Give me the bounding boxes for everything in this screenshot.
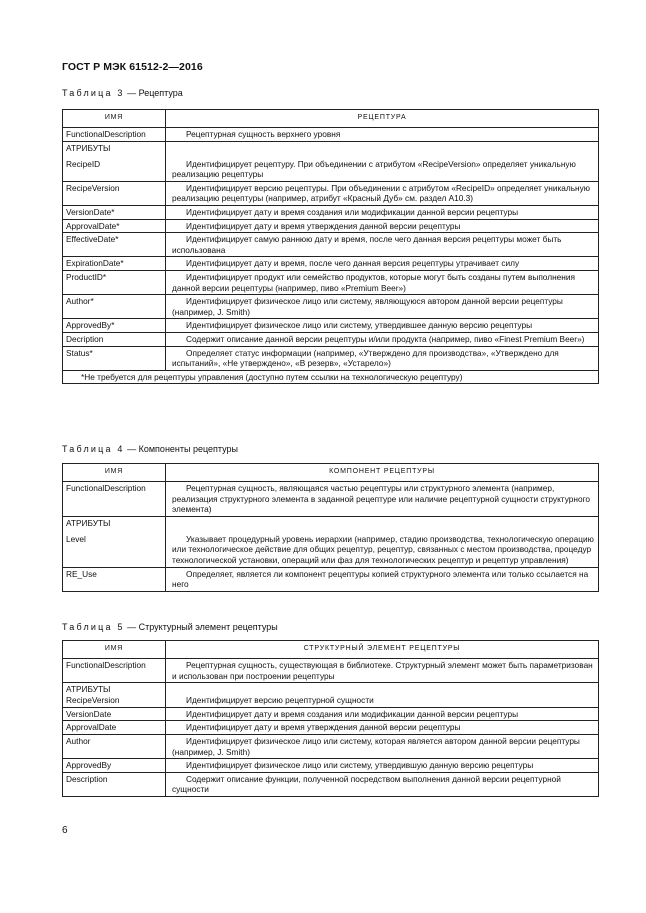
attributes-heading: АТРИБУТЫ [66,517,111,528]
row-name: VersionDate* [63,205,166,219]
table-row [63,683,599,708]
row-name: Decription [63,332,166,346]
table-row [63,270,599,294]
row-name: FunctionalDescription [63,482,166,517]
table-row [63,721,599,735]
table-row [63,659,599,683]
table-row [63,772,599,796]
table-5 [62,640,599,797]
row-desc: Идентифицирует версию рецептуры. При объединении с атрибутом «RecipeID» определяет уникальную реализацию рецептуры (например, атрибут «Красный Дуб» см. раздел А10.3) [166,181,599,205]
document-title: ГОСТ Р МЭК 61512-2—2016 [62,61,203,73]
page-number: 6 [62,825,68,836]
table-4-title: — Компоненты рецептуры [127,444,239,454]
row-name: ProductID* [63,270,166,294]
row-desc: Идентифицирует физическое лицо или систему, являющуюся автором данной версии рецептуры (например, J. Smith) [166,295,599,319]
row-desc: Рецептурная сущность, существующая в библиотеке. Структурный элемент может быть параметризован и использован при построении рецептуры [166,659,599,683]
table-3 [62,109,599,384]
row-desc: Идентифицирует дату и время создания или модификации данной версии рецептуры [166,205,599,219]
row-desc: Идентифицирует физическое лицо или систему, которая является автором данной версии рецептуры (например, J. Smith) [166,734,599,758]
row-name: RE_Use [63,567,166,591]
table-row [63,295,599,319]
table-4-caption [62,444,238,454]
row-name: ApprovedBy* [63,319,166,333]
table-row [63,759,599,773]
row-desc: Идентифицирует дату и время утверждения данной версии рецептуры [166,219,599,233]
row-desc: Идентифицирует продукт или семейство продуктов, которые могут быть созданы путем выполнения данной версии рецептуры (например, пиво «Premium Beer») [166,270,599,294]
attributes-heading: АТРИБУТЫ [66,684,111,695]
table-row [63,219,599,233]
table-row [63,346,599,370]
row-name: ApprovalDate* [63,219,166,233]
row-desc: Содержит описание функции, полученной посредством выполнения данной версии рецептурной сущности [166,772,599,796]
table-3-footnote: *Не требуется для рецептуры управления (доступно путем ссылки на технологическую рецептуру) [63,370,599,384]
table-4-header-component: КОМПОНЕНТ РЕЦЕПТУРЫ [166,464,599,482]
table-row [63,257,599,271]
table-row [63,128,599,142]
row-name: ApprovalDate [63,721,166,735]
table-row [63,205,599,219]
row-desc: Идентифицирует дату и время создания или модификации данной версии рецептуры [166,707,599,721]
table-3-header-name: ИМЯ [63,110,166,128]
table-5-header-name: ИМЯ [63,641,166,659]
row-name: FunctionalDescription [63,659,166,683]
row-name: Author* [63,295,166,319]
row-desc: Идентифицирует физическое лицо или систему, утвердившую данную версию рецептуры [166,759,599,773]
row-name: EffectiveDate* [63,233,166,257]
row-desc: Идентифицирует дату и время, после чего данная версия рецептуры утрачивает силу [166,257,599,271]
row-desc: Рецептурная сущность, являющаяся частью рецептуры или структурного элемента (например, реализация структурного элемента в заданной рецептуре или наличие рецептурной сущности структурного элемента) [166,482,599,517]
table-4 [62,463,599,592]
table-5-caption [62,622,278,632]
table-row [63,319,599,333]
row-desc: Определяет статус информации (например, «Утверждено для производства», «Утверждено для испытаний», «Не утверждено», «В резерв», «Устарело») [166,346,599,370]
row-desc: Идентифицирует физическое лицо или систему, утвердившее данную версию рецептуры [166,319,599,333]
row-desc: Определяет, является ли компонент рецептуры копией структурного элемента или только ссылается на него [166,567,599,591]
row-name-cell [63,141,166,181]
table-3-footnote-row [63,370,599,384]
row-name: Level [66,534,86,545]
row-desc: Идентифицирует самую раннюю дату и время, после чего данная версия рецептуры может быть использована [166,233,599,257]
table-4-header-name: ИМЯ [63,464,166,482]
row-name: Status* [63,346,166,370]
table-row [63,707,599,721]
row-name: FunctionalDescription [63,128,166,142]
table-row [63,567,599,591]
row-name: Description [63,772,166,796]
row-name: Author [63,734,166,758]
row-name: ApprovedBy [63,759,166,773]
table-row [63,734,599,758]
table-3-title: — Рецептура [127,88,183,98]
row-name: RecipeID [66,159,101,170]
row-name: RecipeVersion [66,694,120,705]
table-row [63,516,599,567]
row-name-cell [63,516,166,567]
table-3-header-recipe: РЕЦЕПТУРА [166,110,599,128]
table-4-label: Таблица 4 [62,444,125,454]
table-5-title: — Структурный элемент рецептуры [127,622,278,632]
row-name: VersionDate [63,707,166,721]
table-row [63,233,599,257]
row-desc: Рецептурная сущность верхнего уровня [166,128,599,142]
row-name-cell [63,683,166,708]
table-5-label: Таблица 5 [62,622,125,632]
row-name: RecipeVersion [63,181,166,205]
table-row [63,482,599,517]
row-desc: Содержит описание данной версии рецептуры и/или продукта (например, пиво «Finest Premium Beer») [166,332,599,346]
table-row [63,141,599,181]
attributes-heading: АТРИБУТЫ [66,142,111,153]
row-desc: Идентифицирует рецептуру. При объединении с атрибутом «RecipeVersion» определяет уникальную реализацию рецептуры [166,141,599,181]
row-desc: Указывает процедурный уровень иерархии (например, стадию производства, технологическую операцию или технологическое действие для общих рецептур, рецептур, связанных с местом производства, процедур технологической установки, операций или фаз для технологических рецептур и рецептур управления) [166,516,599,567]
table-5-header-element: СТРУКТУРНЫЙ ЭЛЕМЕНТ РЕЦЕПТУРЫ [166,641,599,659]
table-3-label: Таблица 3 [62,88,125,98]
row-name: ExpirationDate* [63,257,166,271]
row-desc: Идентифицирует дату и время утверждения данной версии рецептуры [166,721,599,735]
table-row [63,332,599,346]
table-row [63,181,599,205]
row-desc: Идентифицирует версию рецептурной сущности [166,683,599,708]
table-3-caption [62,88,183,98]
